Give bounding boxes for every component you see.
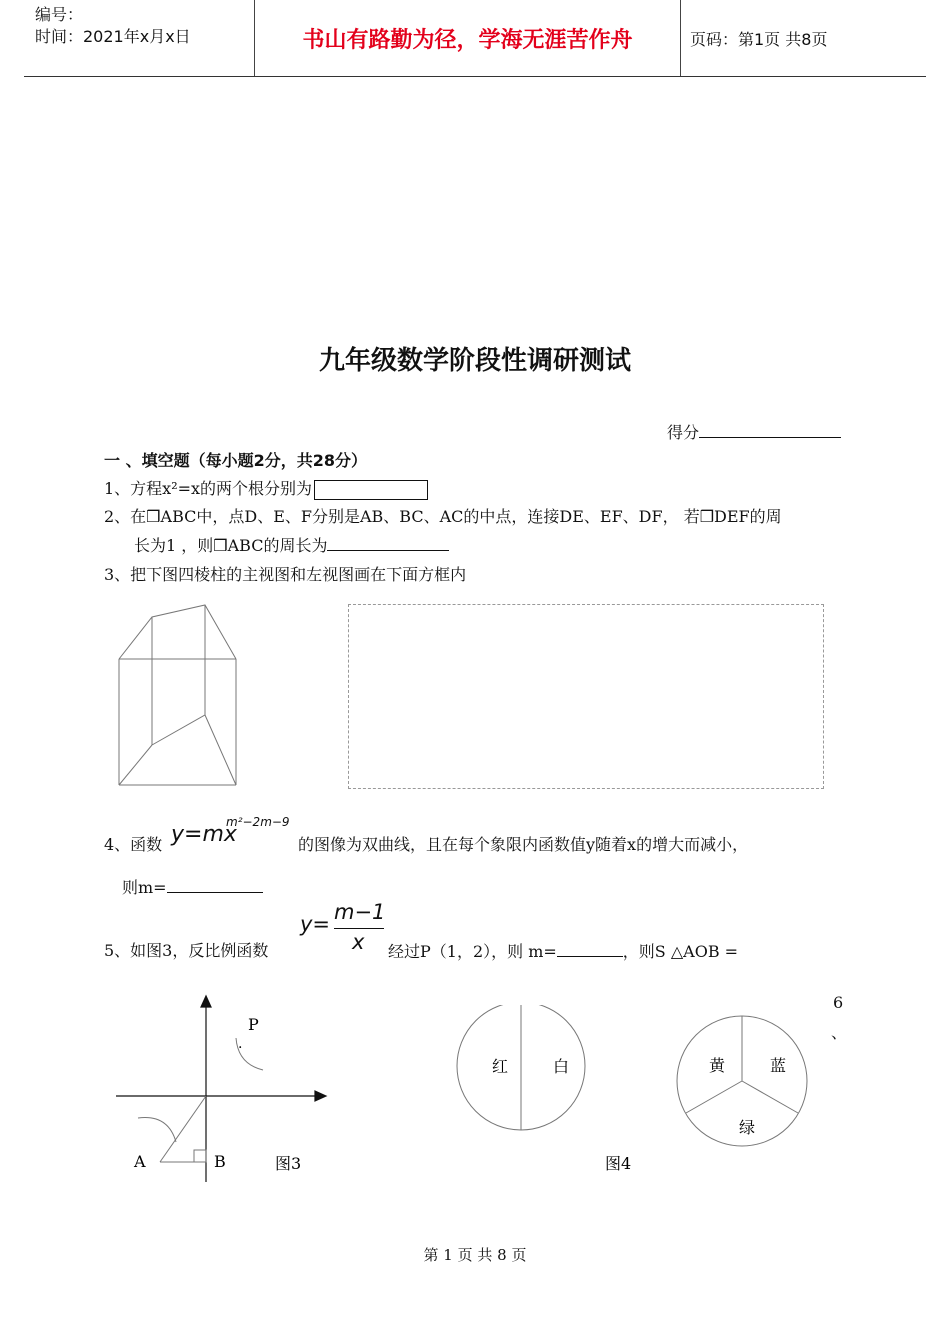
number-label: 编号： bbox=[35, 5, 84, 24]
q2-line2: 长为1 ，则❒ABC的周长为 bbox=[134, 536, 328, 555]
right-angle-mark bbox=[194, 1150, 206, 1162]
hyperbola-branch-lower bbox=[138, 1118, 176, 1143]
q4-formula: y=mx bbox=[171, 822, 237, 847]
q5-prefix: 5、如图3，反比例函数 bbox=[104, 941, 269, 960]
page-title: 九年级数学阶段性调研测试 bbox=[318, 346, 631, 376]
q2-answer-blank[interactable] bbox=[327, 534, 449, 551]
score-label: 得分 bbox=[667, 423, 700, 442]
question-4-line2 bbox=[122, 876, 263, 899]
header-page-info: 页码：第1页 共8页 bbox=[690, 29, 828, 49]
spinner-divider bbox=[686, 1081, 742, 1113]
figure-3-label: 图3 bbox=[275, 1154, 302, 1173]
sector-red-label: 红 bbox=[492, 1057, 509, 1076]
section-heading: 一 、填空题（每小题2分，共28分） bbox=[104, 451, 367, 470]
prism-figure bbox=[110, 595, 245, 795]
figure-3 bbox=[110, 990, 340, 1190]
score-field bbox=[667, 421, 841, 444]
q4-suffix: 的图像为双曲线，且在每个象限内函数值y随着x的增大而减小， bbox=[298, 835, 749, 854]
sector-yellow-label: 黄 bbox=[709, 1056, 726, 1075]
question-5-rest bbox=[388, 940, 738, 963]
header-divider bbox=[680, 0, 681, 76]
page-footer: 第 1 页 共 8 页 bbox=[423, 1246, 527, 1264]
figure-5 bbox=[675, 1015, 825, 1155]
q5-answer-blank[interactable] bbox=[557, 940, 623, 957]
q5-suffix: ，则S △AOB = bbox=[622, 942, 739, 961]
x-axis-arrow bbox=[315, 1091, 326, 1101]
sector-white-label: 白 bbox=[553, 1057, 570, 1076]
question-2-line2 bbox=[134, 534, 449, 557]
figure-4 bbox=[450, 1005, 670, 1180]
point-p-dot: . bbox=[238, 1036, 243, 1052]
q1-text: 1、方程x²=x的两个根分别为 bbox=[104, 479, 313, 498]
q4-line2: 则m= bbox=[122, 878, 167, 897]
q4-answer-blank[interactable] bbox=[167, 876, 263, 893]
question-1 bbox=[104, 478, 428, 500]
q6-mark: 、 bbox=[831, 1023, 848, 1042]
q1-answer-box[interactable] bbox=[314, 480, 428, 500]
segment-oa bbox=[160, 1096, 206, 1162]
q5-fraction-bar bbox=[334, 928, 384, 929]
point-a-label: A bbox=[134, 1152, 146, 1171]
q4-prefix: 4、函数 bbox=[104, 835, 163, 854]
sector-blue-label: 蓝 bbox=[770, 1056, 787, 1075]
score-blank[interactable] bbox=[699, 421, 841, 438]
header-motto: 书山有路勤为径，学海无涯苦作舟 bbox=[302, 27, 633, 53]
q3-text: 3、把下图四棱柱的主视图和左视图画在下面方框内 bbox=[104, 565, 467, 584]
q5-formula-y: y= bbox=[300, 912, 331, 936]
q3-answer-area[interactable] bbox=[348, 604, 824, 789]
spinner-divider bbox=[742, 1081, 798, 1113]
prism-top-edge bbox=[119, 605, 236, 659]
prism-base-edge bbox=[152, 715, 236, 785]
point-p-label: P bbox=[248, 1015, 259, 1034]
q6-number: 6 bbox=[833, 993, 844, 1012]
q4-exponent: m²−2m−9 bbox=[226, 815, 290, 829]
q5-denominator: x bbox=[352, 930, 365, 954]
y-axis-arrow bbox=[201, 996, 211, 1007]
figure-4-label: 图4 bbox=[605, 1154, 632, 1173]
point-b-label: B bbox=[214, 1152, 226, 1171]
header-meta bbox=[35, 4, 191, 48]
q2-line1: 2、在❒ABC中，点D、E、F分别是AB、BC、AC的中点，连接DE、EF、DF， 若❒DEF的周 bbox=[104, 507, 782, 526]
time-label: 时间：2021年x月x日 bbox=[35, 27, 191, 46]
prism-base-edge bbox=[119, 745, 152, 785]
q5-numerator: m−1 bbox=[334, 900, 386, 924]
sector-green-label: 绿 bbox=[739, 1118, 756, 1137]
q5-middle: 经过P（1，2），则 m= bbox=[388, 942, 557, 961]
